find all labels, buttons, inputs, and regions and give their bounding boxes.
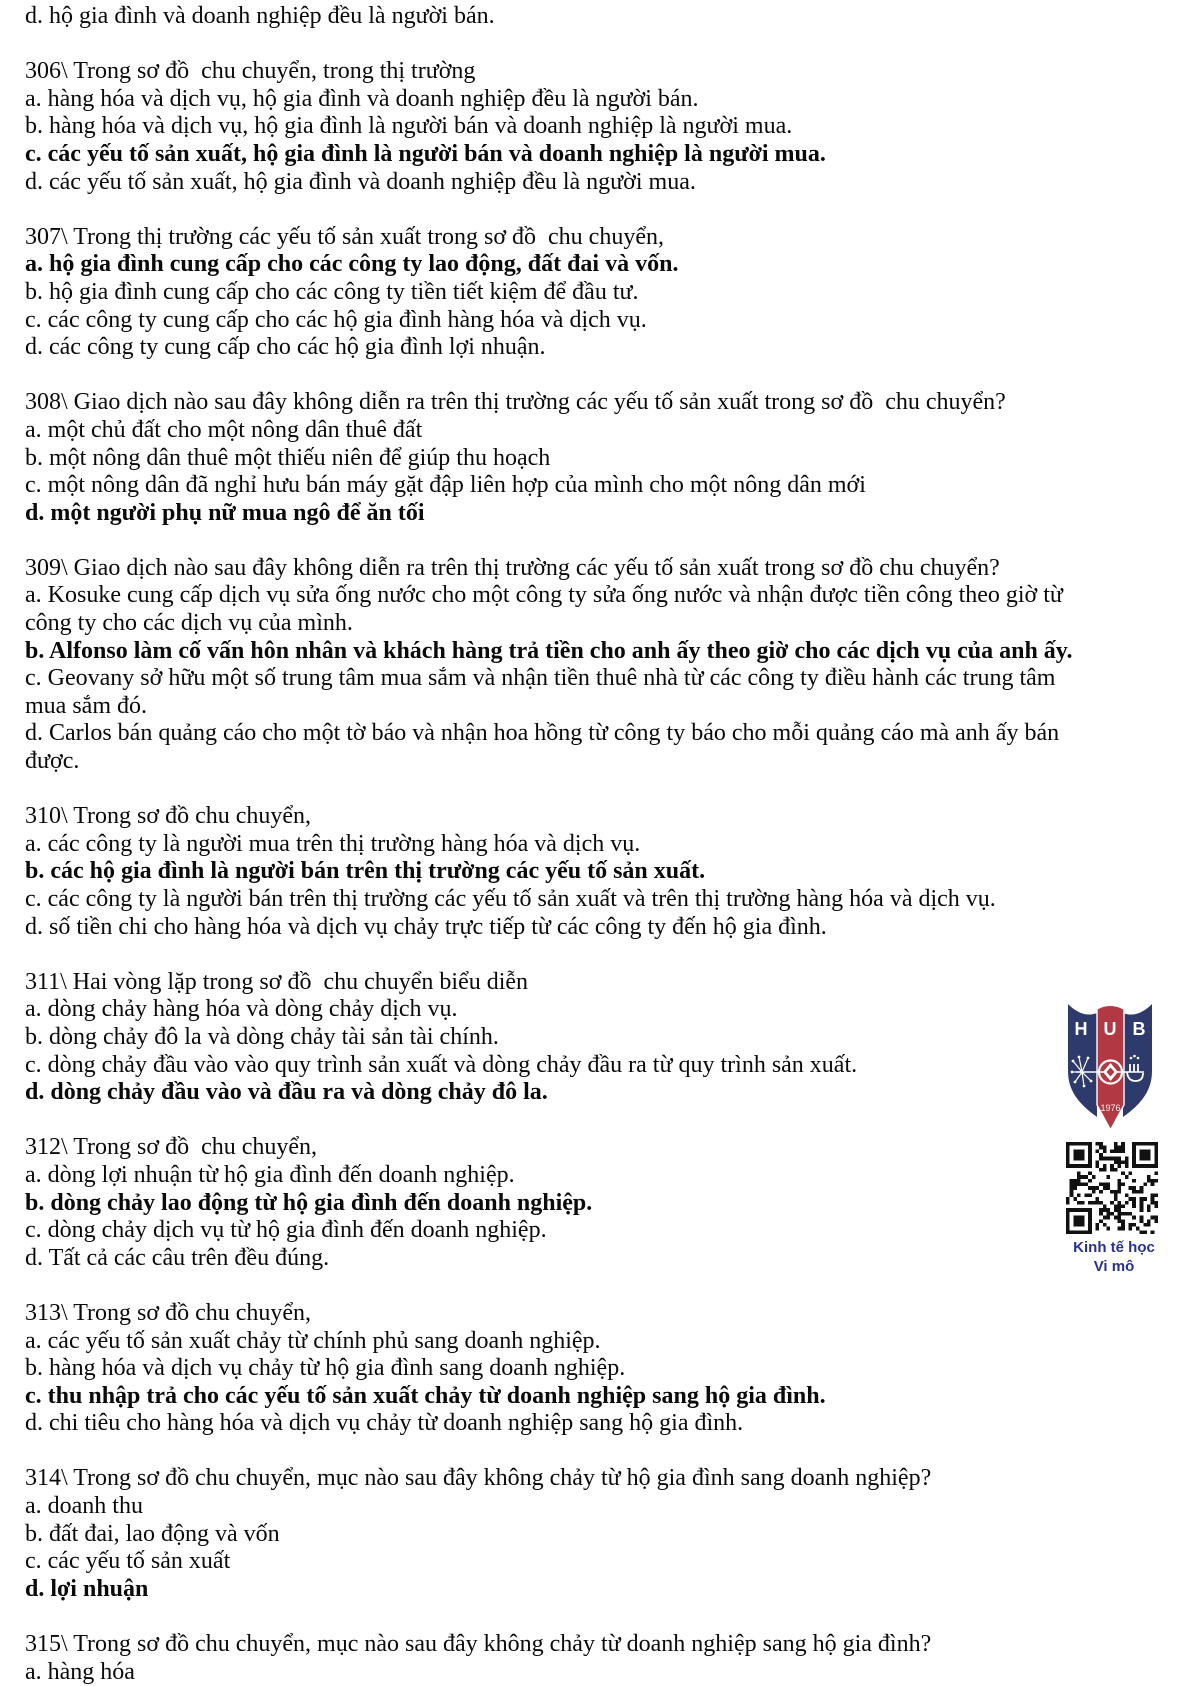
document-page <box>25 3 1083 1686</box>
question-option: c. dòng chảy đầu vào vào quy trình sản xuất và dòng chảy đầu ra từ quy trình sản xuất. <box>25 1051 858 1078</box>
question-option: a. dòng lợi nhuận từ hộ gia đình đến doanh nghiệp. <box>25 1161 515 1188</box>
question-option: d. số tiền chi cho hàng hóa và dịch vụ chảy trực tiếp từ các công ty đến hộ gia đình. <box>25 913 827 940</box>
question-title: 314\ Trong sơ đồ chu chuyển, mục nào sau đây không chảy từ hộ gia đình sang doanh nghiệp? <box>25 1465 932 1492</box>
question-option-correct: c. các yếu tố sản xuất, hộ gia đình là người bán và doanh nghiệp là người mua. <box>25 140 826 167</box>
question-option: a. dòng chảy hàng hóa và dòng chảy dịch vụ. <box>25 996 458 1023</box>
question-option-correct: d. lợi nhuận <box>25 1575 149 1602</box>
question-option: c. dòng chảy dịch vụ từ hộ gia đình đến doanh nghiệp. <box>25 1217 547 1244</box>
logo-year: 1976 <box>1100 1103 1121 1113</box>
question-option: a. các công ty là người mua trên thị trường hàng hóa và dịch vụ. <box>25 830 641 857</box>
question-option: c. các yếu tố sản xuất <box>25 1548 231 1575</box>
question-option-correct: b. Alfonso làm cố vấn hôn nhân và khách hàng trả tiền cho anh ấy theo giờ cho các dịch vụ của anh ấy. <box>25 637 1073 664</box>
qr-caption <box>1042 1238 1186 1276</box>
question-307 <box>25 224 1083 362</box>
question-option-correct: d. dòng chảy đầu vào và đầu ra và dòng chảy đô la. <box>25 1079 548 1106</box>
question-option: a. các yếu tố sản xuất chảy từ chính phủ sang doanh nghiệp. <box>25 1327 601 1354</box>
question-title: 315\ Trong sơ đồ chu chuyển, mục nào sau đây không chảy từ doanh nghiệp sang hộ gia đình? <box>25 1631 932 1658</box>
question-option: c. các công ty cung cấp cho các hộ gia đình hàng hóa và dịch vụ. <box>25 306 647 333</box>
question-option: b. hộ gia đình cung cấp cho các công ty tiền tiết kiệm để đầu tư. <box>25 278 639 305</box>
question-option: b. hàng hóa và dịch vụ, hộ gia đình là người bán và doanh nghiệp là người mua. <box>25 113 793 140</box>
question-title: 308\ Giao dịch nào sau đây không diễn ra trên thị trường các yếu tố sản xuất trong sơ đồ chu chuyển? <box>25 389 1006 416</box>
question-title: 307\ Trong thị trường các yếu tố sản xuất trong sơ đồ chu chuyển, <box>25 223 664 250</box>
logo-letter-b: B <box>1132 1019 1146 1039</box>
question-option: d. các yếu tố sản xuất, hộ gia đình và doanh nghiệp đều là người mua. <box>25 168 696 195</box>
question-title: 306\ Trong sơ đồ chu chuyển, trong thị trường <box>25 58 476 85</box>
question-option: b. đất đai, lao động và vốn <box>25 1520 280 1547</box>
question-option: d. các công ty cung cấp cho các hộ gia đình lợi nhuận. <box>25 334 546 361</box>
question-title: 309\ Giao dịch nào sau đây không diễn ra trên thị trường các yếu tố sản xuất trong sơ đồ chu chuyển? <box>25 554 1000 581</box>
question-option: a. hàng hóa <box>25 1658 135 1685</box>
question-306 <box>25 58 1083 196</box>
question-309 <box>25 555 1083 776</box>
questions-list <box>25 58 1083 1686</box>
question-option: a. Kosuke cung cấp dịch vụ sửa ống nước cho một công ty sửa ống nước và nhận được tiền công theo giờ từ công ty cho các dịch vụ của mình. <box>25 582 1069 637</box>
question-313 <box>25 1300 1083 1438</box>
question-option-correct: d. một người phụ nữ mua ngô để ăn tối <box>25 499 425 526</box>
question-option: c. Geovany sở hữu một số trung tâm mua sắm và nhận tiền thuê nhà từ các công ty điều hành các trung tâm mua sắm đó. <box>25 665 1062 719</box>
question-option: b. một nông dân thuê một thiếu niên để giúp thu hoạch <box>25 444 551 471</box>
qr-caption-line2: Vi mô <box>1093 1258 1135 1275</box>
logo-letter-h: H <box>1074 1019 1088 1039</box>
qr-code-icon <box>1066 1142 1158 1234</box>
question-314 <box>25 1465 1083 1603</box>
question-option-correct: c. thu nhập trả cho các yếu tố sản xuất chảy từ doanh nghiệp sang hộ gia đình. <box>25 1382 826 1409</box>
question-312 <box>25 1134 1083 1272</box>
question-title: 310\ Trong sơ đồ chu chuyển, <box>25 803 312 830</box>
question-title: 312\ Trong sơ đồ chu chuyển, <box>25 1134 318 1161</box>
question-option: a. doanh thu <box>25 1493 143 1520</box>
question-option-correct: b. các hộ gia đình là người bán trên thị trường các yếu tố sản xuất. <box>25 858 706 885</box>
qr-caption-line1: Kinh tế học <box>1073 1239 1155 1256</box>
question-option-correct: a. hộ gia đình cung cấp cho các công ty lao động, đất đai và vốn. <box>25 251 679 278</box>
question-308 <box>25 389 1083 527</box>
orphan-option-line: d. hộ gia đình và doanh nghiệp đều là người bán. <box>25 3 495 29</box>
question-option: a. hàng hóa và dịch vụ, hộ gia đình và doanh nghiệp đều là người bán. <box>25 85 699 112</box>
question-option: c. một nông dân đã nghỉ hưu bán máy gặt đập liên hợp của mình cho một nông dân mới <box>25 472 866 499</box>
logo-letter-u: U <box>1103 1019 1117 1039</box>
hub-logo <box>1067 1001 1153 1133</box>
question-315 <box>25 1631 1083 1686</box>
question-option: b. hàng hóa và dịch vụ chảy từ hộ gia đình sang doanh nghiệp. <box>25 1355 626 1382</box>
qr-code <box>1066 1142 1158 1234</box>
question-option: b. dòng chảy đô la và dòng chảy tài sản tài chính. <box>25 1023 499 1050</box>
question-option: c. các công ty là người bán trên thị trường các yếu tố sản xuất và trên thị trường hàng hóa và dịch vụ. <box>25 886 996 912</box>
question-311 <box>25 969 1083 1107</box>
hub-shield-icon <box>1067 1001 1153 1133</box>
question-title: 313\ Trong sơ đồ chu chuyển, <box>25 1299 312 1326</box>
question-option: a. một chủ đất cho một nông dân thuê đất <box>25 416 423 443</box>
question-title: 311\ Hai vòng lặp trong sơ đồ chu chuyển biểu diễn <box>25 968 529 995</box>
question-310 <box>25 803 1083 941</box>
question-option: d. Tất cả các câu trên đều đúng. <box>25 1244 330 1271</box>
question-option: d. chi tiêu cho hàng hóa và dịch vụ chảy từ doanh nghiệp sang hộ gia đình. <box>25 1410 744 1437</box>
question-option-correct: b. dòng chảy lao động từ hộ gia đình đến doanh nghiệp. <box>25 1189 593 1216</box>
question-option: d. Carlos bán quảng cáo cho một tờ báo và nhận hoa hồng từ công ty báo cho mỗi quảng cáo mà anh ấy bán được. <box>25 720 1066 775</box>
